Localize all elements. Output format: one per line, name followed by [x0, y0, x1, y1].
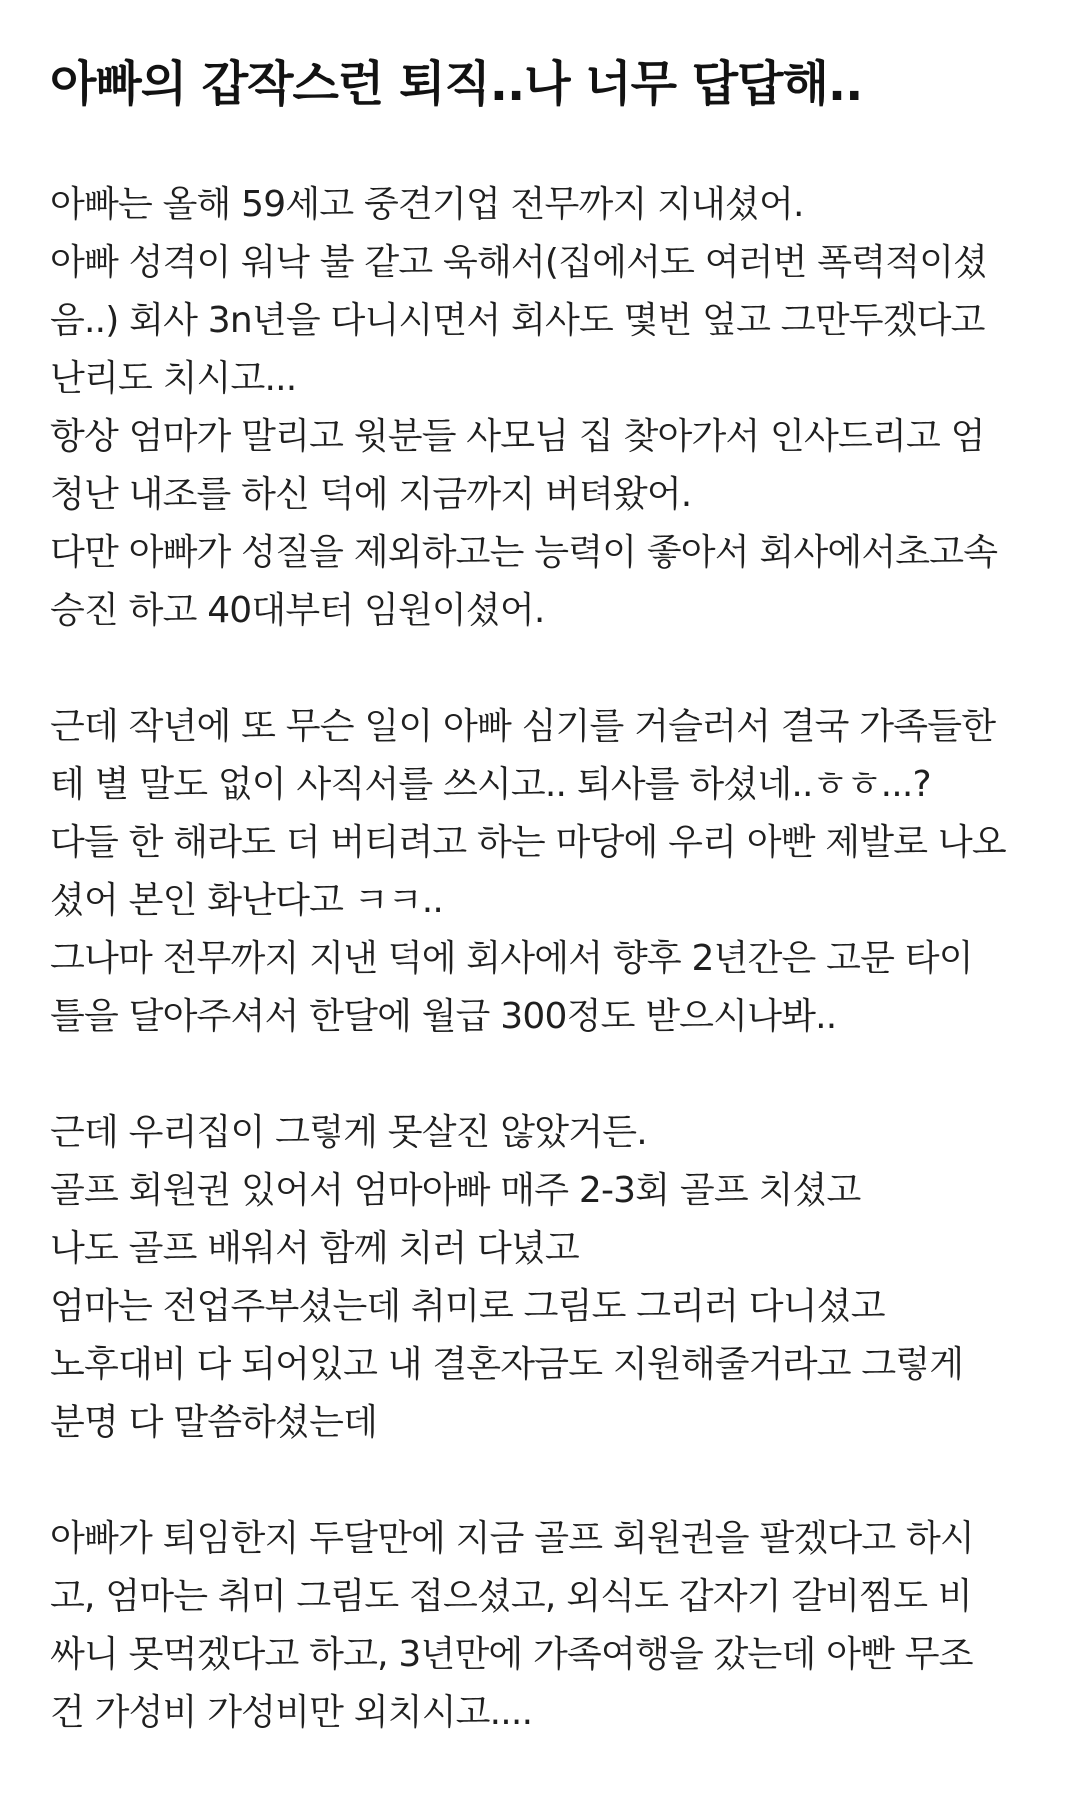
post: [50, 44, 1040, 1800]
body-line: 항상 엄마가 말리고 윗분들 사모님 집 찾아가서 인사드리고 엄: [50, 416, 985, 457]
paragraph-1: [50, 176, 1040, 640]
body-line: 승진 하고 40대부터 임원이셨어.: [50, 590, 545, 631]
body-line: 골프 회원권 있어서 엄마아빠 매주 2-3회 골프 치셨고: [50, 1170, 861, 1211]
body-line: 틀을 달아주셔서 한달에 월급 300정도 받으시나봐..: [50, 996, 837, 1037]
body-line: 근데 우리집이 그렇게 못살진 않았거든.: [50, 1112, 647, 1153]
body-line: 다만 아빠가 성질을 제외하고는 능력이 좋아서 회사에서초고속: [50, 532, 998, 573]
body-line: 노후대비 다 되어있고 내 결혼자금도 지원해줄거라고 그렇게: [50, 1344, 964, 1385]
post-body: [50, 176, 1040, 1742]
body-line: 건 가성비 가성비만 외치시고....: [50, 1692, 533, 1733]
body-line: 분명 다 말씀하셨는데: [50, 1402, 378, 1443]
body-line: 나도 골프 배워서 함께 치러 다녔고: [50, 1228, 579, 1269]
body-line: 근데 작년에 또 무슨 일이 아빠 심기를 거슬러서 결국 가족들한: [50, 706, 996, 747]
body-line: 다들 한 해라도 더 버티려고 하는 마당에 우리 아빤 제발로 나오: [50, 822, 1006, 863]
body-line: 셨어 본인 화난다고 ㅋㅋ..: [50, 880, 443, 921]
body-line: 아빠는 올해 59세고 중견기업 전무까지 지내셨어.: [50, 184, 804, 225]
body-line: 청난 내조를 하신 덕에 지금까지 버텨왔어.: [50, 474, 692, 515]
paragraph-3: [50, 1104, 1040, 1452]
post-title: 아빠의 갑작스런 퇴직..나 너무 답답해..: [50, 56, 863, 112]
body-line: 테 별 말도 없이 사직서를 쓰시고.. 퇴사를 하셨네..ㅎㅎ...?: [50, 764, 931, 805]
body-line: 아빠가 퇴임한지 두달만에 지금 골프 회원권을 팔겠다고 하시: [50, 1518, 974, 1559]
body-line: 고, 엄마는 취미 그림도 접으셨고, 외식도 갑자기 갈비찜도 비: [50, 1576, 972, 1617]
body-line: 음..) 회사 3n년을 다니시면서 회사도 몇번 엎고 그만두겠다고: [50, 300, 985, 341]
body-line: 난리도 치시고...: [50, 358, 297, 399]
body-line: 엄마는 전업주부셨는데 취미로 그림도 그리러 다니셨고: [50, 1286, 885, 1327]
body-line: 그나마 전무까지 지낸 덕에 회사에서 향후 2년간은 고문 타이: [50, 938, 973, 979]
body-line: 싸니 못먹겠다고 하고, 3년만에 가족여행을 갔는데 아빤 무조: [50, 1634, 973, 1675]
body-line: 아빠 성격이 워낙 불 같고 욱해서(집에서도 여러번 폭력적이셨: [50, 242, 988, 283]
paragraph-4: [50, 1510, 1040, 1742]
paragraph-2: [50, 698, 1040, 1046]
